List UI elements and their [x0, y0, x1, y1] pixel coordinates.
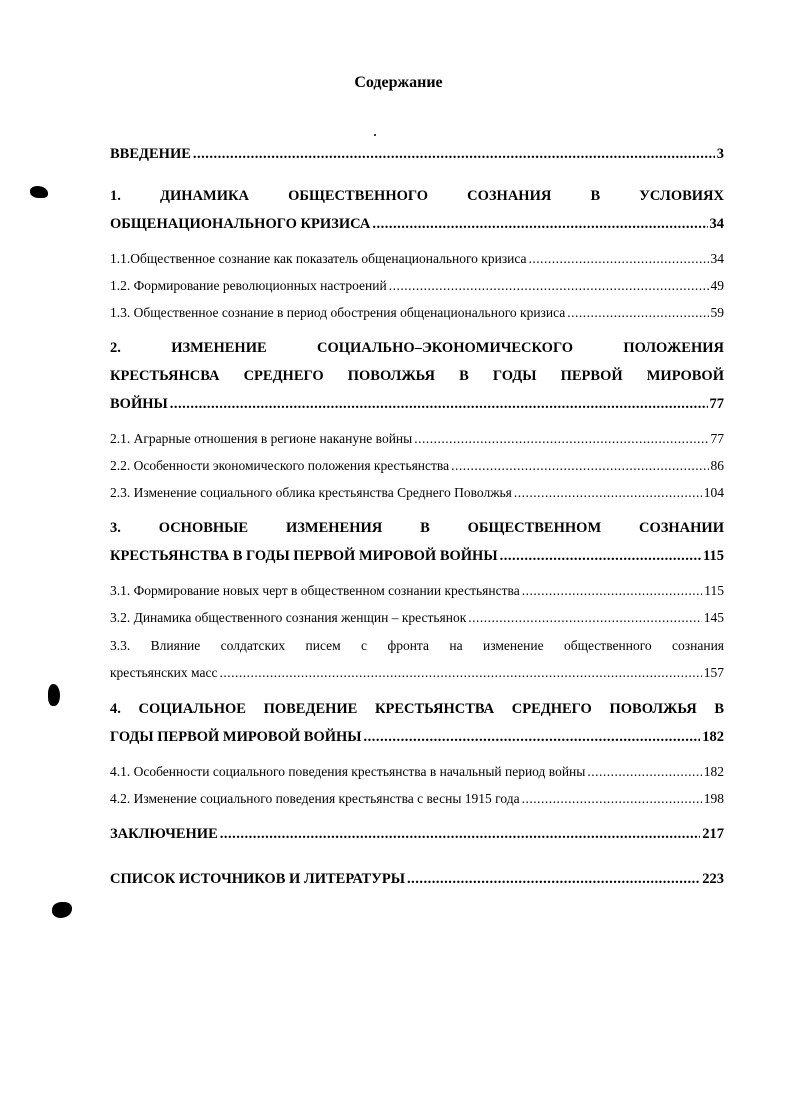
toc-section-3-1[interactable] — [110, 583, 724, 599]
toc-chapter-4-line-1[interactable]: 4. СОЦИАЛЬНОЕ ПОВЕДЕНИЕ КРЕСТЬЯНСТВА СРЕДНЕГО ПОВОЛЖЬЯ В — [110, 701, 724, 717]
toc-chapter-2-line-2[interactable]: КРЕСТЬЯНСВА СРЕДНЕГО ПОВОЛЖЬЯ В ГОДЫ ПЕРВОЙ МИРОВОЙ — [110, 368, 724, 384]
dot-leader — [468, 610, 701, 626]
toc-chapter-3-line-1[interactable]: 3. ОСНОВНЫЕ ИЗМЕНЕНИЯ В ОБЩЕСТВЕННОМ СОЗНАНИИ — [110, 520, 724, 536]
toc-section-2-1-page: 77 — [710, 431, 724, 446]
toc-section-4-1[interactable] — [110, 764, 724, 780]
toc-section-1-2[interactable] — [110, 278, 724, 294]
toc-section-1-3-page: 59 — [710, 305, 724, 320]
toc-section-3-2[interactable] — [110, 610, 724, 626]
toc-section-2-2-page: 86 — [710, 458, 724, 473]
toc-chapter-2[interactable] — [110, 396, 724, 413]
toc-sources-label: СПИСОК ИСТОЧНИКОВ И ЛИТЕРАТУРЫ — [110, 871, 405, 887]
toc-section-2-3-page: 104 — [703, 485, 724, 500]
toc-section-1-3-label: 1.3. Общественное сознание в период обострения общенационального кризиса — [110, 305, 566, 320]
toc-section-2-3-label: 2.3. Изменение социального облика крестьянства Среднего Поволжья — [110, 485, 512, 500]
dot-leader — [219, 665, 701, 681]
toc-section-4-1-page: 182 — [703, 764, 724, 779]
toc-section-2-3[interactable] — [110, 485, 724, 501]
toc-chapter-3-label: КРЕСТЬЯНСТВА В ГОДЫ ПЕРВОЙ МИРОВОЙ ВОЙНЫ — [110, 548, 498, 564]
toc-chapter-2-line-1[interactable]: 2. ИЗМЕНЕНИЕ СОЦИАЛЬНО–ЭКОНОМИЧЕСКОГО ПОЛОЖЕНИЯ — [110, 340, 724, 356]
toc-section-1-1[interactable] — [110, 251, 724, 267]
toc-chapter-1[interactable] — [110, 216, 724, 233]
toc-conclusion-label: ЗАКЛЮЧЕНИЕ — [110, 826, 218, 842]
dot-leader — [389, 278, 709, 294]
toc-chapter-1-page: 34 — [709, 216, 724, 232]
toc-conclusion-page: 217 — [702, 826, 724, 842]
toc-intro-label: ВВЕДЕНИЕ — [110, 146, 191, 162]
dot-leader — [170, 396, 708, 413]
toc-section-1-2-label: 1.2. Формирование революционных настроений — [110, 278, 387, 293]
dot-leader — [567, 305, 708, 321]
dot-leader — [407, 871, 700, 888]
dot-leader — [193, 146, 715, 163]
toc-section-4-2[interactable] — [110, 791, 724, 807]
toc-section-2-1[interactable] — [110, 431, 724, 447]
dot-leader — [529, 251, 709, 267]
toc-chapter-1-label: ОБЩЕНАЦИОНАЛЬНОГО КРИЗИСА — [110, 216, 371, 232]
toc-section-4-1-label: 4.1. Особенности социального поведения крестьянства в начальный период войны — [110, 764, 586, 779]
scan-speck — [52, 902, 72, 918]
toc-sources-page: 223 — [702, 871, 724, 887]
dot-leader — [364, 729, 701, 746]
toc-section-3-3[interactable] — [110, 665, 724, 681]
toc-section-3-1-label: 3.1. Формирование новых черт в общественном сознании крестьянства — [110, 583, 520, 598]
dot-leader — [414, 431, 708, 447]
toc-sources[interactable] — [110, 871, 724, 888]
dot-leader — [500, 548, 701, 565]
toc-section-4-2-label: 4.2. Изменение социального поведения крестьянства с весны 1915 года — [110, 791, 520, 806]
toc-conclusion[interactable] — [110, 826, 724, 843]
dot-leader — [451, 458, 708, 474]
toc-section-3-2-page: 145 — [703, 610, 724, 625]
toc-chapter-4[interactable] — [110, 729, 724, 746]
dot-leader — [587, 764, 701, 780]
toc-chapter-2-page: 77 — [709, 396, 724, 412]
toc-section-4-2-page: 198 — [703, 791, 724, 806]
dot-leader — [220, 826, 700, 843]
toc-chapter-4-label: ГОДЫ ПЕРВОЙ МИРОВОЙ ВОЙНЫ — [110, 729, 362, 745]
dot-leader — [372, 216, 707, 233]
toc-section-3-2-label: 3.2. Динамика общественного сознания женщин – крестьянок — [110, 610, 467, 625]
toc-section-3-3-page: 157 — [703, 665, 724, 680]
toc-section-3-3-label: крестьянских масс — [110, 665, 218, 680]
toc-section-1-2-page: 49 — [710, 278, 724, 293]
scan-speck — [30, 186, 48, 198]
toc-chapter-3[interactable] — [110, 548, 724, 565]
scan-speck — [48, 684, 60, 706]
toc-section-2-1-label: 2.1. Аграрные отношения в регионе накануне войны — [110, 431, 413, 446]
toc-section-3-3-line-1[interactable]: 3.3. Влияние солдатских писем с фронта на изменение общественного сознания — [110, 638, 724, 653]
toc-section-1-3[interactable] — [110, 305, 724, 321]
toc-chapter-1-line-1[interactable]: 1. ДИНАМИКА ОБЩЕСТВЕННОГО СОЗНАНИЯ В УСЛОВИЯХ — [110, 188, 724, 204]
toc-intro[interactable] — [110, 146, 724, 163]
toc-section-1-1-page: 34 — [710, 251, 724, 266]
dot-leader — [522, 583, 703, 599]
toc-section-2-2[interactable] — [110, 458, 724, 474]
dot-leader — [522, 791, 702, 807]
toc-section-1-1-label: 1.1.Общественное сознание как показатель общенационального кризиса — [110, 251, 527, 266]
toc-section-3-1-page: 115 — [704, 583, 724, 598]
scan-speck — [374, 134, 376, 136]
page-title: Содержание — [354, 74, 443, 91]
toc-section-2-2-label: 2.2. Особенности экономического положения крестьянства — [110, 458, 450, 473]
toc-chapter-4-page: 182 — [702, 729, 724, 745]
toc-intro-page: 3 — [716, 146, 724, 162]
dot-leader — [514, 485, 702, 501]
toc-chapter-2-label: ВОЙНЫ — [110, 396, 168, 412]
toc-chapter-3-page: 115 — [703, 548, 724, 564]
